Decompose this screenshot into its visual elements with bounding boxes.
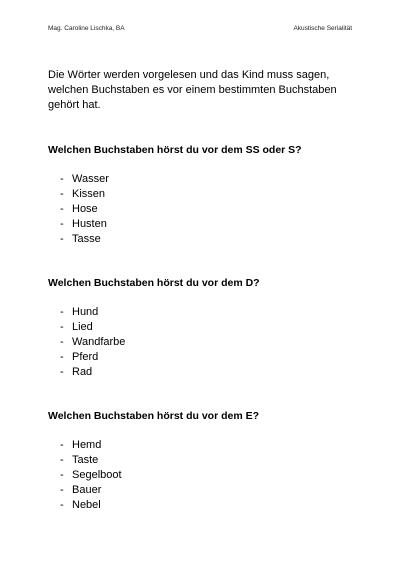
word-list <box>48 438 358 513</box>
bullet-dash: - <box>60 351 64 363</box>
word: Bauer <box>72 484 102 496</box>
list-item <box>48 232 358 247</box>
word: Nebel <box>72 499 101 511</box>
instruction-text: Die Wörter werden vorgelesen und das Kind muss sagen, welchen Buchstaben es vor einem bestimmten Buchstaben gehört hat. <box>48 69 337 111</box>
bullet-dash: - <box>60 306 64 318</box>
word: Wandfarbe <box>72 336 126 348</box>
bullet-dash: - <box>60 454 64 466</box>
word: Husten <box>72 218 107 230</box>
word: Taste <box>72 454 99 466</box>
list-item <box>48 453 358 468</box>
list-item <box>48 335 358 350</box>
list-item <box>48 350 358 365</box>
list-item <box>48 498 358 513</box>
bullet-dash: - <box>60 233 64 245</box>
list-item <box>48 202 358 217</box>
word: Kissen <box>72 188 106 200</box>
word: Pferd <box>72 351 99 363</box>
exercise-section-e <box>48 409 358 513</box>
list-item <box>48 483 358 498</box>
word: Tasse <box>72 233 101 245</box>
bullet-dash: - <box>60 173 64 185</box>
bullet-dash: - <box>60 469 64 481</box>
bullet-dash: - <box>60 484 64 496</box>
exercise-heading: Welchen Buchstaben hörst du vor dem E? <box>48 410 260 422</box>
bullet-dash: - <box>60 321 64 333</box>
list-item <box>48 305 358 320</box>
list-item <box>48 365 358 380</box>
exercise-section-ss-s <box>48 143 358 247</box>
bullet-dash: - <box>60 203 64 215</box>
document-topic: Akustische Serialität <box>293 25 352 32</box>
word: Hose <box>72 203 98 215</box>
bullet-dash: - <box>60 188 64 200</box>
exercise-section-d <box>48 276 358 380</box>
word-list <box>48 305 358 380</box>
page-header <box>48 25 352 32</box>
bullet-dash: - <box>60 218 64 230</box>
list-item <box>48 468 358 483</box>
list-item <box>48 217 358 232</box>
bullet-dash: - <box>60 366 64 378</box>
list-item <box>48 320 358 335</box>
list-item <box>48 438 358 453</box>
exercise-heading: Welchen Buchstaben hörst du vor dem D? <box>48 277 260 289</box>
word: Wasser <box>72 173 109 185</box>
list-item <box>48 172 358 187</box>
author-name: Mag. Caroline Lischka, BA <box>48 25 125 32</box>
word: Rad <box>72 366 93 378</box>
bullet-dash: - <box>60 336 64 348</box>
bullet-dash: - <box>60 499 64 511</box>
exercise-heading: Welchen Buchstaben hörst du vor dem SS oder S? <box>48 144 302 156</box>
list-item <box>48 187 358 202</box>
word: Hemd <box>72 439 102 451</box>
word-list <box>48 172 358 247</box>
word: Lied <box>72 321 93 333</box>
word: Hund <box>72 306 99 318</box>
bullet-dash: - <box>60 439 64 451</box>
word: Segelboot <box>72 469 122 481</box>
